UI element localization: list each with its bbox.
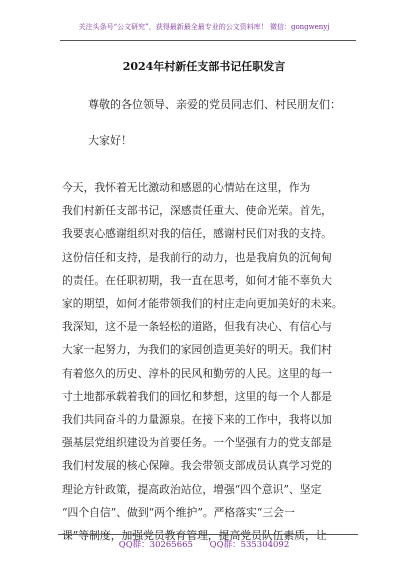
footer-divider: [58, 534, 358, 535]
body-line: 家的期望，如何才能带领我们的村庄走向更加美好的未来。: [62, 297, 343, 311]
footer-qq-group-1: QQ群：30265665: [118, 540, 193, 550]
salutation: 尊敬的各位领导、亲爱的党员同志们、村民朋友们：: [88, 98, 341, 111]
page-header: 关注头条号“公文研究”，获得最新最全最专业的公文资料库！ 微信：gongwenyj: [78, 23, 330, 31]
body-line: 课”等制度，加强党员教育管理，提高党员队伍素质，让: [62, 529, 327, 543]
body-line: 我深知，这不是一条轻松的道路，但我有决心、有信心与: [62, 320, 332, 334]
body-line: 我们村新任支部书记，深感责任重大、使命光荣。首先，: [62, 204, 332, 218]
body-line: 这份信任和支持，是我前行的动力，也是我肩负的沉甸甸: [62, 250, 332, 264]
body-line: 大家一起努力，为我们的家园创造更美好的明天。我们村: [62, 343, 332, 357]
body-line: “四个自信”、做到“两个维护”。严格落实“三会一: [62, 505, 295, 519]
footer-qq-group-2: QQ群：535304092: [209, 540, 290, 550]
header-divider: [60, 40, 356, 41]
body-line: 有着悠久的历史、淳朴的民风和勤劳的人民。这里的每一: [62, 366, 332, 380]
document-title: 2024年村新任支部书记任职发言: [122, 60, 286, 73]
greeting: 大家好！: [88, 134, 132, 147]
page-footer: [0, 538, 408, 550]
body-line: 的责任。在任职初期，我一直在思考，如何才能不辜负大: [62, 273, 332, 287]
body-line: 理论方针政策，提高政治站位，增强“四个意识”、坚定: [62, 482, 322, 496]
body-line: 我们村发展的核心保障。我会带领支部成员认真学习党的: [62, 459, 332, 473]
body-line: 寸土地都承载着我们的回忆和梦想，这里的每一个人都是: [62, 389, 332, 403]
body-line: 我要衷心感谢组织对我的信任，感谢村民们对我的支持。: [62, 227, 332, 241]
body-paragraph: [62, 176, 368, 547]
body-line: 强基层党组织建设为首要任务。一个坚强有力的党支部是: [62, 436, 332, 450]
body-line: 今天，我怀着无比激动和感恩的心情站在这里，作为: [62, 181, 311, 194]
body-line: 我们共同奋斗的力量源泉。在接下来的工作中，我将以加: [62, 413, 332, 427]
